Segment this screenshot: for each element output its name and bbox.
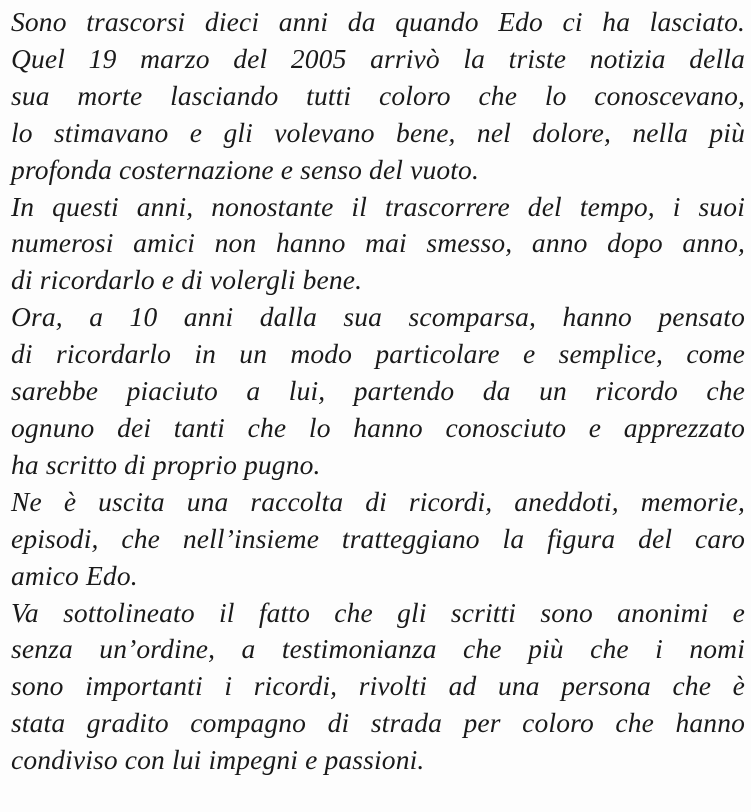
text-line: numerosi amici non hanno mai smesso, anno dopo anno, <box>11 227 745 259</box>
text-line: In questi anni, nonostante il trascorrere del tempo, i suoi <box>11 190 745 222</box>
paragraph-2 <box>11 189 745 300</box>
text-line: Quel 19 marzo del 2005 arrivò la triste notizia della <box>11 42 745 74</box>
text-line: di ricordarlo e di volergli bene. <box>11 264 363 296</box>
text-line: ognuno dei tanti che lo hanno conosciuto e apprezzato <box>11 411 745 443</box>
text-line: sua morte lasciando tutti coloro che lo conoscevano, <box>11 79 745 111</box>
memorial-text <box>11 4 745 779</box>
paragraph-5 <box>11 595 745 780</box>
text-line: ha scritto di proprio pugno. <box>11 448 321 480</box>
text-line: stata gradito compagno di strada per coloro che hanno <box>11 707 745 739</box>
text-line: di ricordarlo in un modo particolare e semplice, come <box>11 338 745 370</box>
paragraph-4 <box>11 484 745 595</box>
text-line: condiviso con lui impegni e passioni. <box>11 744 425 776</box>
text-line: Ora, a 10 anni dalla sua scomparsa, hanno pensato <box>11 301 745 333</box>
paragraph-1 <box>11 4 745 189</box>
text-line: senza un’ordine, a testimonianza che più che i nomi <box>11 633 745 665</box>
text-line: sono importanti i ricordi, rivolti ad una persona che è <box>11 670 745 702</box>
paragraph-3 <box>11 299 745 484</box>
text-line: Ne è uscita una raccolta di ricordi, aneddoti, memorie, <box>11 485 745 517</box>
text-line: sarebbe piaciuto a lui, partendo da un ricordo che <box>11 375 745 407</box>
text-line: profonda costernazione e senso del vuoto. <box>11 153 479 185</box>
text-line: episodi, che nell’insieme tratteggiano la figura del caro <box>11 522 745 554</box>
text-line: amico Edo. <box>11 559 138 591</box>
text-line: Sono trascorsi dieci anni da quando Edo ci ha lasciato. <box>11 6 745 37</box>
text-line: Va sottolineato il fatto che gli scritti sono anonimi e <box>11 596 745 628</box>
text-line: lo stimavano e gli volevano bene, nel dolore, nella più <box>11 116 745 148</box>
